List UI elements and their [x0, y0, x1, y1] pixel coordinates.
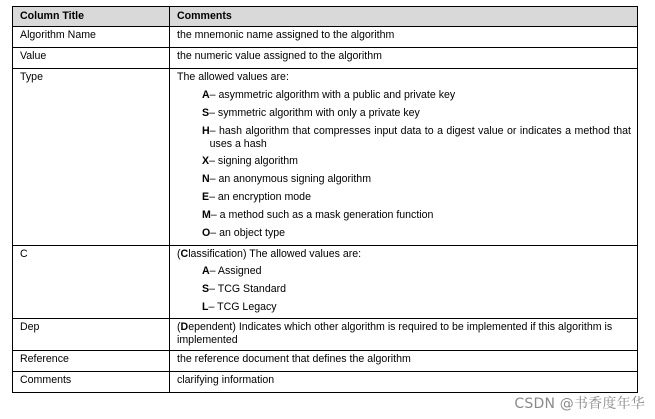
row-comment: the numeric value assigned to the algorithm — [170, 48, 638, 69]
table-header-row — [13, 7, 638, 27]
paren-open: ( — [177, 247, 181, 260]
row-comment: clarifying information — [170, 371, 638, 392]
dependent-text: ependent) Indicates which other algorithm is required to be implemented if this algorithm is implemented — [177, 320, 613, 346]
row-comment — [170, 69, 638, 246]
value-code: E — [202, 190, 210, 203]
list-item — [202, 209, 631, 222]
value-code: A — [202, 89, 210, 101]
list-item — [202, 107, 631, 120]
classification-intro — [177, 248, 631, 261]
column-title-header: Column Title — [13, 7, 170, 27]
classification-intro-text: lassification) The allowed values are: — [188, 247, 362, 260]
classification-values-list — [202, 265, 631, 314]
list-item — [202, 283, 631, 296]
row-comment: the mnemonic name assigned to the algorithm — [170, 27, 638, 48]
row-comment — [170, 245, 638, 318]
value-code: X — [202, 155, 210, 168]
list-item — [202, 155, 631, 168]
row-title: C — [13, 245, 170, 318]
value-description: – signing algorithm — [209, 155, 298, 168]
value-description: – symmetric algorithm with only a private key — [209, 106, 420, 119]
row-title: Algorithm Name — [13, 27, 170, 48]
list-item — [202, 191, 631, 204]
value-code: H — [202, 124, 210, 137]
type-intro: The allowed values are: — [177, 71, 289, 83]
row-comment: the reference document that defines the algorithm — [170, 350, 638, 371]
value-code: A — [202, 264, 210, 277]
value-code: S — [202, 106, 210, 119]
csdn-watermark: CSDN @书香度年华 — [514, 396, 645, 412]
value-code: S — [202, 282, 210, 295]
table-row-comments — [13, 371, 638, 392]
value-description: – TCG Standard — [209, 282, 287, 295]
list-item — [202, 173, 631, 186]
value-code: N — [202, 173, 210, 186]
list-item — [202, 89, 631, 102]
row-title: Value — [13, 48, 170, 69]
list-item — [202, 301, 631, 314]
list-item — [202, 265, 631, 278]
comments-header: Comments — [170, 7, 638, 27]
value-description: – hash algorithm that compresses input data to a digest value or indicates a method that uses a hash — [209, 124, 631, 150]
value-description: – asymmetric algorithm with a public and private key — [209, 89, 456, 101]
value-description: – Assigned — [209, 264, 262, 277]
value-description: – an object type — [210, 226, 286, 239]
algorithm-columns-table — [12, 6, 638, 393]
value-code: L — [202, 300, 209, 313]
value-code: M — [202, 208, 211, 221]
paren-open: ( — [177, 320, 181, 333]
row-title: Dep — [13, 318, 170, 350]
row-title: Type — [13, 69, 170, 246]
list-item — [202, 125, 631, 151]
cut-off-table-title — [245, 0, 420, 3]
classification-initial: C — [180, 247, 189, 260]
dependent-initial: D — [180, 320, 189, 333]
value-description: – TCG Legacy — [208, 300, 277, 313]
table-row-type — [13, 69, 638, 246]
list-item — [202, 227, 631, 240]
value-description: – an encryption mode — [209, 190, 311, 203]
row-title: Reference — [13, 350, 170, 371]
row-title: Comments — [13, 371, 170, 392]
type-values-list — [202, 89, 631, 240]
row-comment — [170, 318, 638, 350]
value-description: – an anonymous signing algorithm — [209, 173, 372, 186]
table-row-reference — [13, 350, 638, 371]
table-row-value — [13, 48, 638, 69]
value-code: O — [202, 226, 211, 239]
table-row-c — [13, 245, 638, 318]
table-row-algorithm-name — [13, 27, 638, 48]
value-description: – a method such as a mask generation function — [210, 208, 434, 221]
table-row-dep — [13, 318, 638, 350]
